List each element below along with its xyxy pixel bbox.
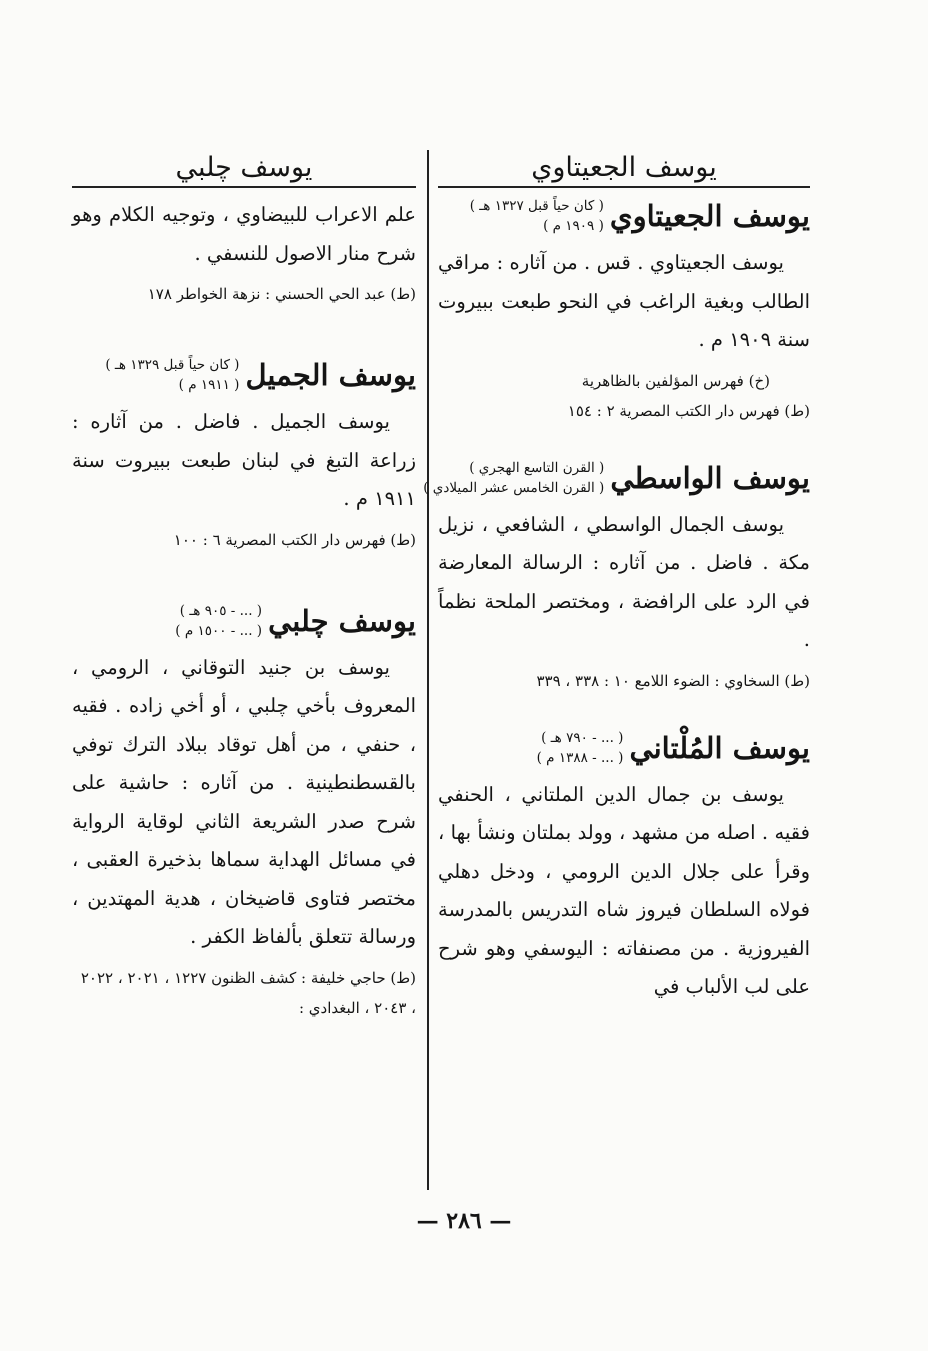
- date-hijri: ( ... - ٧٩٠ هـ ): [541, 729, 624, 746]
- reference: (ط) فهرس دار الكتب المصرية ٢ : ١٥٤: [567, 401, 810, 420]
- entry-body: علم الاعراب للبيضاوي ، وتوجيه الكلام وهو شرح منار الاصول للنسفي .: [72, 203, 416, 265]
- entry-dates: [537, 728, 624, 768]
- entry-continuation: [72, 196, 416, 309]
- entry-jamil: [72, 355, 416, 555]
- entry-dates: [470, 196, 604, 236]
- date-hijri: ( ... - ٩٠٥ هـ ): [179, 602, 263, 619]
- entry-body: يوسف الجمال الواسطي ، الشافعي ، نزيل مكة . فاضل . من آثاره : الرسالة المعارضة في الرد على الرافضة ، ومختصر الملحة نظماً .: [438, 512, 810, 651]
- entry-heading: [438, 728, 810, 768]
- reference: (خ) فهرس المؤلفين بالظاهرية: [581, 371, 770, 390]
- date-gregorian: ( القرن الخامس عشر الميلادي ): [423, 479, 605, 496]
- date-gregorian: ( ١٩٠٩ م ): [543, 218, 604, 234]
- entry-multani: [438, 728, 810, 1007]
- entry-name: يوسف المُلْتاني: [629, 730, 810, 765]
- reference: (ط) حاجي خليفة : كشف الظنون ١٢٢٧ ، ٢٠٢١ ، ٢٠٢٢ ، ٢٠٤٣ ، البغدادي :: [80, 968, 416, 1017]
- entry-body: يوسف بن جنيد التوقاني ، الرومي ، المعروف بأخي چلبي ، أو أخي زاده . فقيه ، حنفي ، من أهل توقاد ببلاد الترك توفي بالقسطنطينية . من آثاره : حاشية على شرح صدر الشريعة الثاني لوقاية الرواية في مسائل الهداية سماها بذخيرة العقبى ، مختصر فتاوى قاضيخان ، هدية المهتدين ، ورسالة تتعلق بألفاظ الكفر .: [72, 655, 416, 948]
- reference: (ط) السخاوي : الضوء اللامع ١٠ : ٣٣٨ ، ٣٣٩: [536, 671, 810, 690]
- date-hijri: ( كان حياً قبل ١٣٢٩ هـ ): [105, 357, 240, 373]
- entry-name: يوسف الجعيتاوي: [609, 199, 810, 233]
- right-column: [423, 150, 810, 1007]
- entry-body: يوسف الجعيتاوي . قس . من آثاره : مراقي الطالب وبغية الراغب في النحو طبعت ببيروت سنة ١٩٠٩ م .: [438, 251, 810, 351]
- date-hijri: ( القرن التاسع الهجري ): [469, 459, 605, 476]
- entry-name: يوسف الواسطي: [610, 460, 810, 495]
- date-hijri: ( كان حياً قبل ١٣٢٧ هـ ): [469, 198, 604, 214]
- entry-chalabi: [72, 601, 416, 1023]
- entry-dates: [105, 355, 239, 395]
- entry-heading: [72, 355, 416, 395]
- entry-body: يوسف الجميل . فاضل . من آثاره : زراعة التبغ في لبنان طبعت ببيروت سنة ١٩١١ م .: [72, 410, 416, 510]
- entry-wasiti: [423, 458, 810, 696]
- reference: (ط) فهرس دار الكتب المصرية ٦ : ١٠٠: [173, 530, 416, 549]
- page-number: — ٢٨٦ —: [416, 1208, 512, 1234]
- date-gregorian: ( ١٩١١ م ): [178, 377, 240, 393]
- column-divider: [427, 150, 429, 1190]
- entry-body: يوسف بن جمال الدين الملتاني ، الحنفي فقيه . اصله من مشهد ، وولد بملتان ونشأ بها ، وقرأ على جلال الدين الرومي ، ودخل دهلي فولاه السلطان فيروز شاه التدريس بالمدرسة الفيروزية . من مصنفاته : اليوسفي وهو شرح على لب الألباب في: [438, 782, 810, 998]
- date-gregorian: ( ... - ١٣٨٨ م ): [536, 749, 624, 766]
- entry-heading: [423, 458, 810, 498]
- entry-jaitawi: [438, 196, 810, 426]
- entry-dates: [175, 601, 262, 641]
- entry-heading: [72, 601, 416, 641]
- left-column: [72, 150, 416, 1023]
- running-head-left: يوسف چلبي: [72, 150, 416, 188]
- entry-name: يوسف الجميل: [245, 358, 416, 392]
- date-gregorian: ( ... - ١٥٠٠ م ): [175, 622, 263, 639]
- reference: (ط) عبد الحي الحسني : نزهة الخواطر ١٧٨: [147, 285, 416, 303]
- entry-name: يوسف چلبي: [268, 603, 416, 638]
- running-head-right: يوسف الجعيتاوي: [438, 150, 810, 188]
- entry-dates: [423, 458, 604, 498]
- entry-heading: [438, 196, 810, 236]
